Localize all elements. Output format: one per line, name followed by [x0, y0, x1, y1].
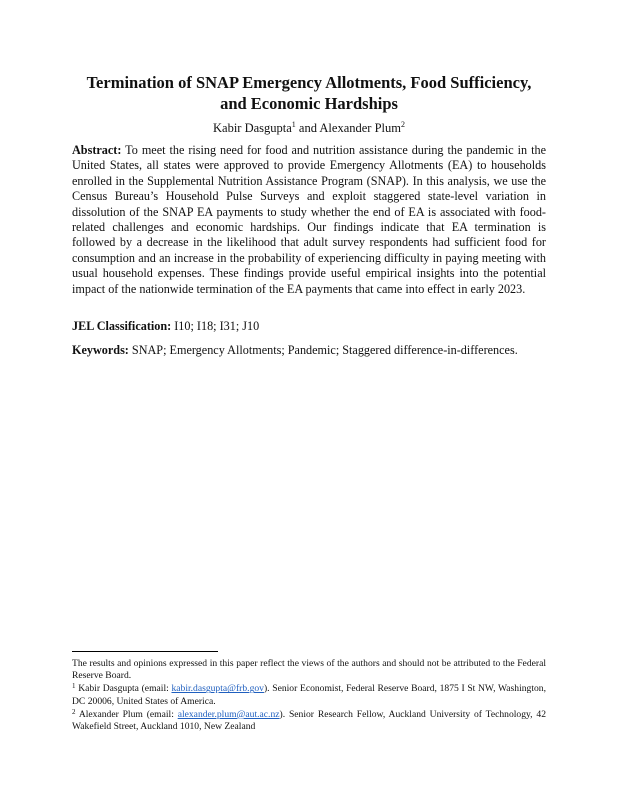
- author-footnote-mark[interactable]: 1: [291, 120, 296, 129]
- keywords: [72, 343, 546, 358]
- footnote-2: [72, 709, 546, 733]
- footnote-mark: 1: [72, 682, 76, 691]
- keywords-text: SNAP; Emergency Allotments; Pandemic; Staggered difference-in-differences.: [131, 343, 518, 357]
- email-link-dasgupta[interactable]: kabir.dasgupta@frb.gov: [171, 683, 264, 695]
- author-name: Alexander Plum: [319, 121, 401, 135]
- keywords-label: Keywords:: [72, 343, 129, 357]
- abstract: [72, 143, 546, 297]
- paper-title-line-1: Termination of SNAP Emergency Allotments, Food Sufficiency,: [86, 73, 532, 92]
- footnote-2-prefix: Alexander Plum (email:: [78, 708, 178, 720]
- author-joiner: and: [295, 121, 320, 135]
- jel-codes: I10; I18; I31; J10: [174, 319, 260, 333]
- footnote-mark: 2: [72, 707, 76, 716]
- footnote-divider: [72, 651, 218, 652]
- paper-title-line-2: and Economic Hardships: [220, 94, 398, 113]
- author-name: Kabir Dasgupta: [213, 121, 292, 135]
- footnote-1-suffix: ). Senior Economist, Federal Reserve Board, 1875 I St NW, Washington, DC 20006, United States of America.: [72, 683, 546, 707]
- footnote-2-suffix: ). Senior Research Fellow, Auckland University of Technology, 42 Wakefield Street, Auckland 1010, New Zealand: [72, 708, 546, 733]
- footnote-1-prefix: Kabir Dasgupta (email:: [78, 683, 172, 695]
- email-link-plum[interactable]: alexander.plum@aut.ac.nz: [177, 708, 280, 720]
- footnote-disclaimer: The results and opinions expressed in this paper reflect the views of the authors and should not be attributed to the Federal Reserve Board.: [72, 658, 546, 682]
- paper-title: [60, 72, 558, 114]
- abstract-label: Abstract:: [72, 143, 122, 157]
- abstract-text: To meet the rising need for food and nutrition assistance during the pandemic in the United States, all states were approved to provide Emergency Allotments (EA) to households enrolled in the Supplemental Nutrition Assistance Program (SNAP). In this analysis, we use the Census Bureau’s Household Pulse Surveys and exploit staggered state-level variation in dissolution of the SNAP EA payments to study whether the end of EA is associated with food-related challenges and economic hardships. Our findings indicate that EA termination is followed by a decrease in the likelihood that adult survey respondents had sufficient food for consumption and an increase in the probability of experiencing difficulty in paying meeting with usual household expenses. These findings provide useful empirical insights into the potential impact of the nationwide termination of the EA payments that came into effect in early 2023.: [72, 143, 546, 296]
- footnote-1: [72, 683, 546, 707]
- jel-label: JEL Classification:: [72, 319, 172, 333]
- author-line: [60, 120, 558, 136]
- author-footnote-mark[interactable]: 2: [401, 120, 405, 129]
- jel-classification: [72, 319, 546, 334]
- footnotes: [72, 658, 546, 734]
